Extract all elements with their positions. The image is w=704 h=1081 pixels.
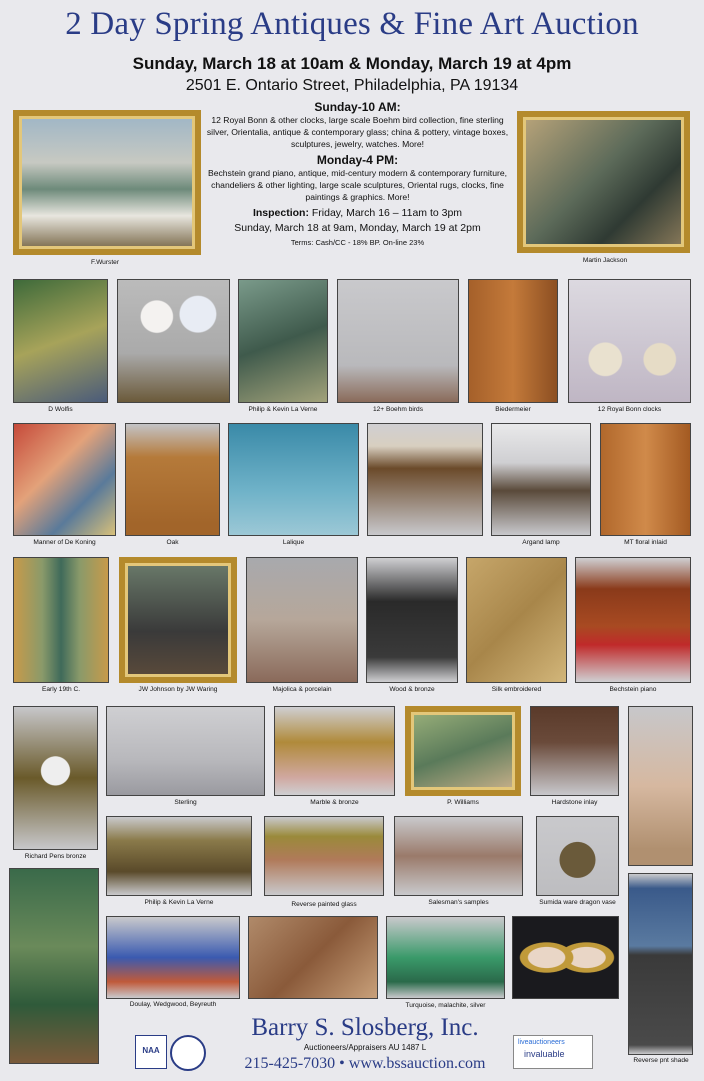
contact-line (200, 1055, 530, 1073)
photo-turquoise (386, 916, 505, 999)
caption-bechstein: Bechstein piano (609, 686, 657, 693)
caption-wedgwood (106, 1001, 240, 1009)
caption-laverne-1: Philip & Kevin La Verne (248, 406, 318, 413)
photo-de-kooning (13, 423, 116, 536)
photo-salesman (394, 816, 523, 896)
bullet-separator: • (339, 1055, 345, 1072)
photo-laverne-1 (238, 279, 328, 403)
caption-turquoise: Turquoise, malachite, silver (405, 1002, 486, 1009)
caption-royal-bonn: 12 Royal Bonn clocks (597, 406, 662, 413)
photo-wood-bronze (366, 557, 458, 683)
photo-mt-floral-inlaid (600, 423, 691, 536)
terms: Terms: Cash/CC - 18% BP. On-line 23% (290, 237, 425, 247)
photo-dragon-vase (536, 816, 619, 896)
photo-argand-lamp (491, 423, 591, 536)
caption-pens-bronze: Richard Pens bronze (24, 853, 87, 860)
caption-marble-bronze: Marble & bronze (310, 799, 359, 806)
caption-wood-bronze: Wood & bronze (389, 686, 435, 693)
caption-lalique: Lalique (282, 539, 305, 546)
caption-wedgwood-text: Doulay, Wedgwood, Beyreuth (129, 1001, 217, 1008)
photo-wolfis (13, 279, 108, 403)
caption-hardstone: Hardstone inlay (551, 799, 598, 806)
photo-wedgwood (106, 916, 240, 999)
photo-majolica (246, 557, 358, 683)
photo-lamps (117, 279, 230, 403)
inspection-friday: Friday, March 16 – 11am to 3pm (308, 206, 463, 219)
poster-title: 2 Day Spring Antiques & Fine Art Auction (65, 6, 639, 42)
sale-description (205, 100, 510, 249)
photo-jw-johnson (119, 557, 237, 683)
photo-table (367, 423, 483, 536)
photo-silk (466, 557, 567, 683)
caption-oak: Oak (166, 539, 179, 546)
photo-lalique (228, 423, 359, 536)
caption-sterling: Sterling (174, 799, 197, 806)
inspection-label: Inspection: (252, 206, 309, 219)
company-name: Barry S. Slosberg, Inc. (251, 1014, 479, 1041)
photo-sterling (106, 706, 265, 796)
sunday-text: 12 Royal Bonn & other clocks, large scale Boehm bird collection, fine sterling silver, Orientalia, antique & contemporary glass; china & pottery, vintage boxes, sculptures, jewelry, watches. More! (206, 115, 509, 149)
caption-majolica: Majolica & porcelain (272, 686, 332, 693)
invaluable-logo: invaluable (524, 1049, 565, 1059)
photo-boehm (337, 279, 459, 403)
photo-pens-bronze (13, 706, 98, 850)
photo-oak (125, 423, 220, 536)
auction-address: 2501 E. Ontario Street, Philadelphia, PA 19134 (185, 77, 519, 94)
license-line: Auctioneers/Appraisers AU 1487 L (303, 1043, 427, 1052)
caption-de-kooning: Manner of De Koning (33, 539, 96, 546)
phone-number: 215-425-7030 (244, 1055, 336, 1072)
liveauctioneers-logo: liveauctioneers (518, 1039, 565, 1046)
caption-argand-lamp: Argand lamp (522, 539, 560, 546)
inspection-line-1 (205, 206, 510, 221)
caption-dragon-vase: Sumida ware dragon vase (539, 899, 616, 906)
caption-early-19th: Early 19th C. (41, 686, 81, 693)
photo-early-19th (13, 557, 109, 683)
caption-wurster: F.Wurster (90, 259, 120, 266)
caption-mt-floral-inlaid: MT floral inlaid (624, 539, 667, 546)
caption-reverse-glass: Reverse painted glass (291, 901, 357, 908)
caption-laverne-2: Philip & Kevin La Verne (144, 899, 214, 906)
photo-royal-bonn (568, 279, 691, 403)
caption-jw-johnson: JW Johnson by JW Waring (138, 686, 218, 693)
photo-biedermeier (468, 279, 558, 403)
monday-heading: Monday-4 PM: (316, 153, 399, 168)
caption-williams: P. Williams (447, 799, 479, 806)
caption-jackson: Martin Jackson (582, 257, 628, 264)
photo-hardstone (530, 706, 619, 796)
photo-figural-lamp (628, 706, 693, 866)
caption-reverse-shade: Reverse pnt shade (633, 1057, 689, 1064)
photo-laverne-2 (106, 816, 252, 896)
caption-salesman: Salesman's samples (428, 899, 489, 906)
caption-boehm: 12+ Boehm birds (372, 406, 424, 413)
naa-logo: NAA (135, 1035, 167, 1069)
photo-rug (248, 916, 378, 999)
photo-jackson-painting (517, 111, 690, 253)
caption-wolfis: D Wolfis (48, 406, 73, 413)
inspection-line-2: Sunday, March 18 at 9am, Monday, March 19 at 2pm (234, 221, 481, 234)
photo-majolica-stand (9, 868, 99, 1064)
photo-reverse-glass (264, 816, 384, 896)
photo-bechstein (575, 557, 691, 683)
website-link[interactable]: www.bssauction.com (348, 1055, 486, 1072)
monday-text: Bechstein grand piano, antique, mid-century modern & contemporary furniture, chandeliers & other lighting, large scale sculptures, Oriental rugs, clocks, fine paintings & graphics. More! (207, 168, 508, 202)
photo-framed-miniatures (512, 916, 619, 999)
caption-biedermeier: Biedermeier (495, 406, 531, 413)
photo-wurster-painting (13, 110, 201, 255)
photo-reverse-shade-lamp (628, 873, 693, 1055)
sunday-heading: Sunday-10 AM: (314, 100, 401, 114)
online-bidding-logos (513, 1035, 593, 1069)
auction-dates: Sunday, March 18 at 10am & Monday, March 19 at 4pm (132, 54, 572, 73)
photo-williams (405, 706, 521, 796)
caption-silk: Silk embroidered (491, 686, 542, 693)
photo-marble-bronze (274, 706, 395, 796)
